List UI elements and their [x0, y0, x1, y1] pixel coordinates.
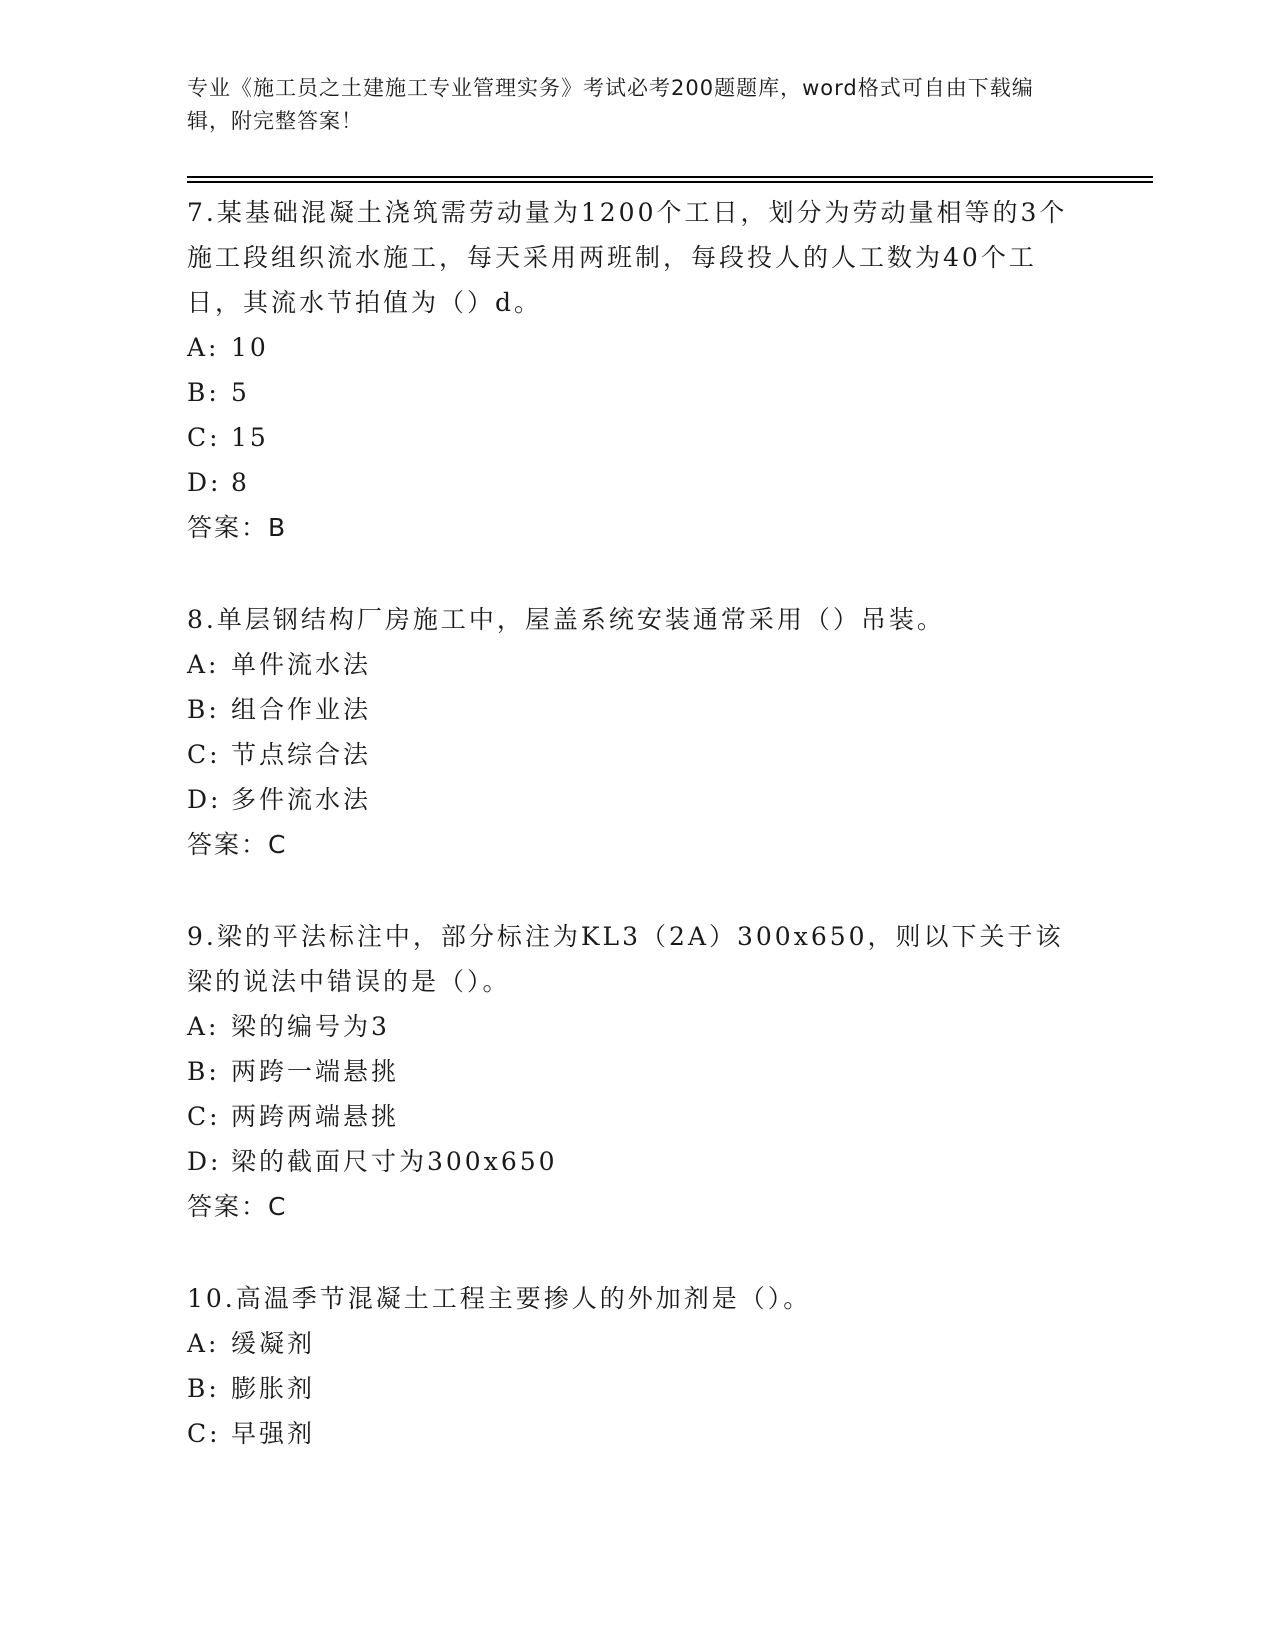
option-text: 两跨一端悬挑 [231, 1057, 400, 1086]
option-text: 梁的截面尺寸为300x650 [231, 1147, 558, 1176]
option-letter: B: [187, 1057, 220, 1086]
header-divider-top [187, 176, 1153, 178]
answer-line: 答案：C [187, 1192, 288, 1221]
header-divider-bottom [187, 181, 1153, 183]
question-list [187, 190, 1087, 1456]
option-item [187, 642, 1087, 687]
option-text: 8 [231, 468, 250, 497]
option-letter: C: [187, 423, 221, 452]
question-item [187, 190, 1087, 550]
option-item [187, 1049, 1087, 1094]
option-letter: C: [187, 740, 221, 769]
option-letter: C: [187, 1419, 221, 1448]
option-letter: A: [187, 333, 220, 362]
option-text: 缓凝剂 [231, 1329, 316, 1358]
option-letter: D: [187, 1147, 222, 1176]
question-stem: 7.某基础混凝土浇筑需劳动量为1200个工日，划分为劳动量相等的3个施工段组织流水施工，每天采用两班制，每段投人的人工数为40个工日，其流水节拍值为（）d。 [187, 198, 1068, 317]
question-item [187, 914, 1087, 1229]
question-stem: 8.单层钢结构厂房施工中，屋盖系统安装通常采用（）吊装。 [187, 605, 945, 634]
option-letter: C: [187, 1102, 221, 1131]
option-letter: D: [187, 785, 222, 814]
option-letter: B: [187, 1374, 220, 1403]
option-text: 早强剂 [231, 1419, 316, 1448]
option-item [187, 415, 1087, 460]
option-item [187, 1411, 1087, 1456]
option-item [187, 1139, 1087, 1184]
option-text: 组合作业法 [231, 695, 372, 724]
document-header: 专业《施工员之土建施工专业管理实务》考试必考200题题库，word格式可自由下载编辑，附完整答案！ [187, 76, 1034, 133]
option-letter: B: [187, 695, 220, 724]
option-text: 两跨两端悬挑 [231, 1102, 400, 1131]
option-item [187, 370, 1087, 415]
question-stem: 10.高温季节混凝土工程主要掺人的外加剂是（）。 [187, 1284, 812, 1313]
option-letter: A: [187, 1012, 220, 1041]
option-item [187, 325, 1087, 370]
question-item [187, 597, 1087, 867]
option-letter: A: [187, 650, 220, 679]
option-text: 膨胀剂 [231, 1374, 316, 1403]
option-item [187, 1366, 1087, 1411]
option-text: 多件流水法 [231, 785, 372, 814]
option-item [187, 732, 1087, 777]
question-stem: 9.梁的平法标注中，部分标注为KL3（2A）300x650，则以下关于该梁的说法中错误的是（）。 [187, 922, 1064, 996]
option-text: 节点综合法 [231, 740, 372, 769]
option-letter: B: [187, 378, 220, 407]
option-item [187, 460, 1087, 505]
option-item [187, 1321, 1087, 1366]
option-item [187, 687, 1087, 732]
option-text: 10 [231, 333, 269, 362]
option-text: 5 [231, 378, 250, 407]
answer-line: 答案：C [187, 830, 288, 859]
question-item [187, 1276, 1087, 1456]
option-item [187, 1004, 1087, 1049]
option-text: 梁的编号为3 [231, 1012, 390, 1041]
option-letter: D: [187, 468, 222, 497]
option-item [187, 777, 1087, 822]
option-letter: A: [187, 1329, 220, 1358]
answer-line: 答案：B [187, 513, 288, 542]
option-text: 单件流水法 [231, 650, 372, 679]
option-text: 15 [231, 423, 269, 452]
option-item [187, 1094, 1087, 1139]
